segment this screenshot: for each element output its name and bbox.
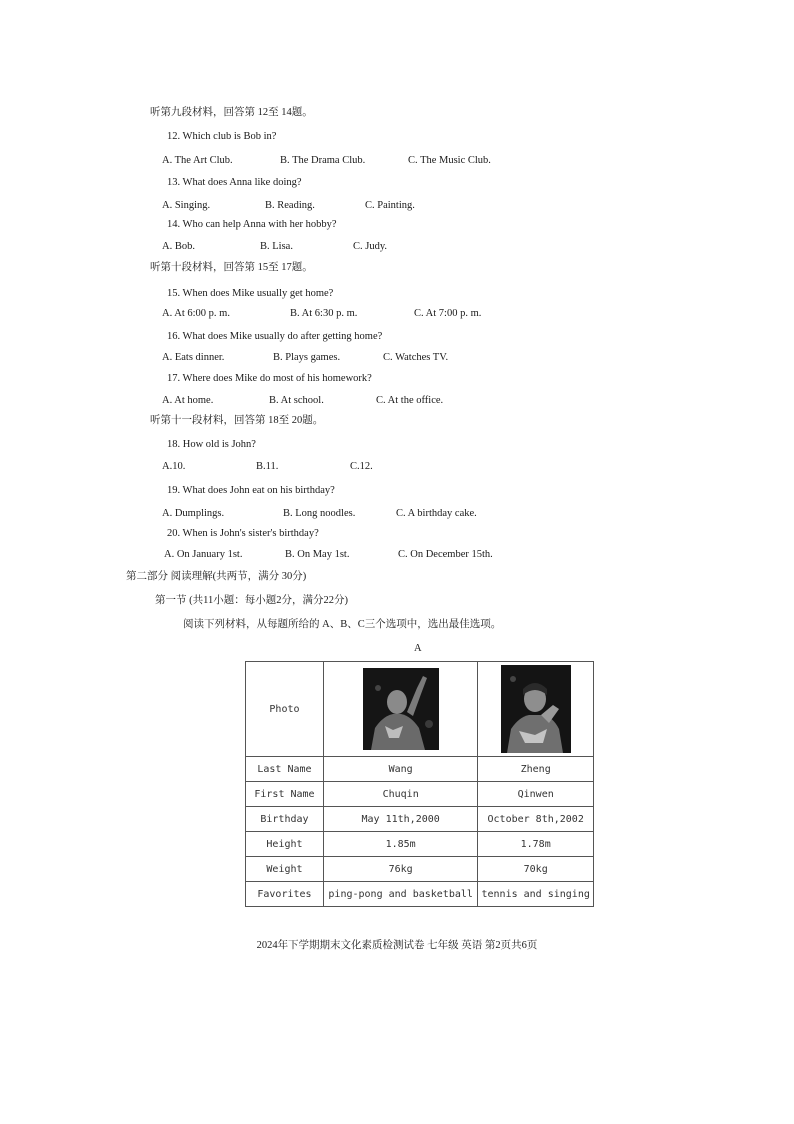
row-label: Weight xyxy=(246,857,324,882)
option-b: B. At school. xyxy=(269,395,324,406)
row-value-2: Qinwen xyxy=(478,782,594,807)
question-20: 20. When is John's sister's birthday? xyxy=(167,528,319,539)
option-a: A. Singing. xyxy=(162,200,211,211)
row-value-2: Zheng xyxy=(478,757,594,782)
table-row xyxy=(246,807,594,832)
option-c: C. At 7:00 p. m. xyxy=(414,308,482,319)
question-15: 15. When does Mike usually get home? xyxy=(167,288,334,299)
question-18: 18. How old is John? xyxy=(167,439,256,450)
row-label: Last Name xyxy=(246,757,324,782)
athlete-photo-2-graphic xyxy=(501,665,571,753)
option-b: B.11. xyxy=(256,461,279,472)
row-value-1: ping-pong and basketball xyxy=(323,882,477,907)
athlete-photo-1 xyxy=(363,668,439,750)
athlete-info-table xyxy=(245,661,594,907)
option-a: A. Bob. xyxy=(162,241,195,252)
table-row xyxy=(246,857,594,882)
table-row-photo xyxy=(246,662,594,757)
table-row xyxy=(246,782,594,807)
option-c: C. Judy. xyxy=(353,241,388,252)
option-b: B. Long noodles. xyxy=(283,508,356,519)
option-a: A. At 6:00 p. m. xyxy=(162,308,230,319)
photo-cell-1 xyxy=(323,662,477,757)
question-17: 17. Where does Mike do most of his homework? xyxy=(167,373,372,384)
option-a: A. Eats dinner. xyxy=(162,352,225,363)
option-a: A. The Art Club. xyxy=(162,155,233,166)
photo-label: Photo xyxy=(246,662,324,757)
question-13: 13. What does Anna like doing? xyxy=(167,177,302,188)
part2-heading: 第二部分 阅读理解(共两节，满分 30分) xyxy=(126,571,307,582)
row-label: First Name xyxy=(246,782,324,807)
part2-instruction: 阅读下列材料，从每题所给的 A、B、C三个选项中，选出最佳选项。 xyxy=(183,619,502,630)
option-a: A.10. xyxy=(162,461,186,472)
option-a: A. Dumplings. xyxy=(162,508,225,519)
option-c: C. Painting. xyxy=(365,200,415,211)
athlete-photo-2 xyxy=(501,665,571,753)
row-label: Birthday xyxy=(246,807,324,832)
option-a: A. At home. xyxy=(162,395,214,406)
option-b: B. Lisa. xyxy=(260,241,293,252)
option-c: C. On December 15th. xyxy=(398,549,493,560)
question-19: 19. What does John eat on his birthday? xyxy=(167,485,335,496)
option-c: C.12. xyxy=(350,461,373,472)
section10-heading: 听第十段材料，回答第 15至 17题。 xyxy=(150,262,313,273)
option-c: C. Watches TV. xyxy=(383,352,449,363)
row-label: Favorites xyxy=(246,882,324,907)
table-row xyxy=(246,757,594,782)
row-value-2: tennis and singing xyxy=(478,882,594,907)
option-c: C. A birthday cake. xyxy=(396,508,477,519)
option-b: B. Plays games. xyxy=(273,352,341,363)
option-b: B. Reading. xyxy=(265,200,315,211)
passage-label: A xyxy=(414,643,422,654)
option-b: B. The Drama Club. xyxy=(280,155,366,166)
section9-heading: 听第九段材料，回答第 12至 14题。 xyxy=(150,107,313,118)
part2-section1-heading: 第一节 (共11小题：每小题2分，满分22分) xyxy=(155,595,348,606)
question-16: 16. What does Mike usually do after getting home? xyxy=(167,331,383,342)
option-a: A. On January 1st. xyxy=(164,549,243,560)
row-value-1: May 11th,2000 xyxy=(323,807,477,832)
option-b: B. At 6:30 p. m. xyxy=(290,308,358,319)
row-value-1: 76kg xyxy=(323,857,477,882)
row-value-2: 1.78m xyxy=(478,832,594,857)
question-14: 14. Who can help Anna with her hobby? xyxy=(167,219,337,230)
row-value-1: Chuqin xyxy=(323,782,477,807)
option-b: B. On May 1st. xyxy=(285,549,350,560)
row-value-1: 1.85m xyxy=(323,832,477,857)
option-c: C. At the office. xyxy=(376,395,444,406)
row-value-2: October 8th,2002 xyxy=(478,807,594,832)
row-value-1: Wang xyxy=(323,757,477,782)
page-footer: 2024年下学期期末文化素质检测试卷 七年级 英语 第2页共6页 xyxy=(256,940,538,951)
option-c: C. The Music Club. xyxy=(408,155,491,166)
table-row xyxy=(246,832,594,857)
row-value-2: 70kg xyxy=(478,857,594,882)
section11-heading: 听第十一段材料，回答第 18至 20题。 xyxy=(150,415,324,426)
photo-cell-2 xyxy=(478,662,594,757)
question-12: 12. Which club is Bob in? xyxy=(167,131,277,142)
athlete-photo-1-graphic xyxy=(363,668,439,750)
row-label: Height xyxy=(246,832,324,857)
table-row xyxy=(246,882,594,907)
